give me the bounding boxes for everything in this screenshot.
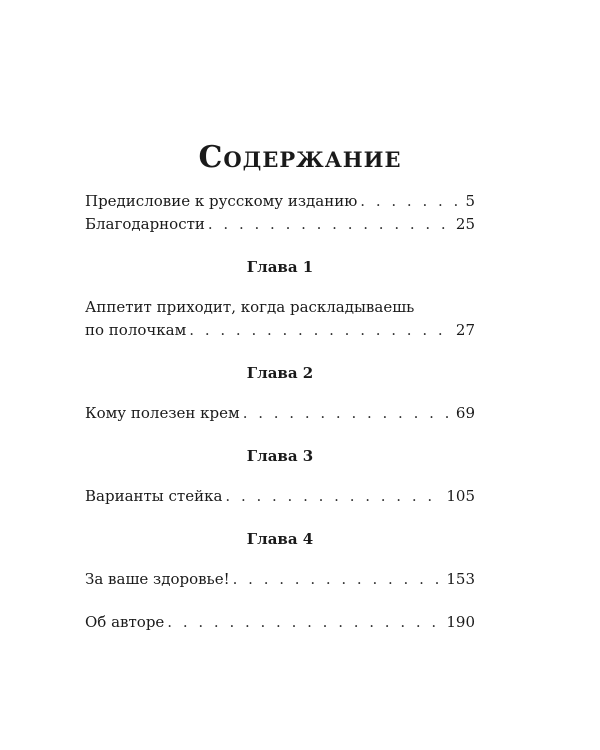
toc-entry-chapter-2[interactable] [85, 402, 475, 425]
leader-dots [189, 319, 453, 342]
leader-dots [360, 190, 462, 213]
leader-dots [208, 213, 453, 236]
toc-entry-text: Предисловие к русскому изданию [85, 192, 358, 210]
toc-entry-text: по полочкам [85, 321, 187, 339]
toc-entry-text: Благодарности [85, 215, 205, 233]
toc-entry-about-author[interactable] [85, 611, 475, 634]
toc-entry-text: Варианты стейка [85, 487, 223, 505]
toc-page-number: 190 [446, 613, 475, 631]
toc-page-number: 105 [446, 487, 475, 505]
chapter-heading-4: Глава 4 [246, 530, 314, 548]
toc-page-number: 5 [465, 192, 475, 210]
table-of-contents [85, 190, 475, 634]
leader-dots [243, 402, 453, 425]
toc-entry-preface[interactable] [85, 190, 475, 213]
toc-page-number: 69 [455, 404, 475, 422]
leader-dots [233, 568, 444, 591]
toc-page-number: 153 [446, 570, 475, 588]
chapter-heading-2: Глава 2 [246, 364, 314, 382]
toc-entry-chapter-1[interactable] [85, 319, 475, 342]
toc-entry-text: Кому полезен крем [85, 404, 240, 422]
toc-entry-text-line1: Аппетит приходит, когда раскладываешь [85, 298, 415, 316]
chapter-heading-1: Глава 1 [246, 258, 314, 276]
toc-entry-acknowledgements[interactable] [85, 213, 475, 236]
toc-entry-chapter-4[interactable] [85, 568, 475, 591]
spacer [85, 591, 475, 611]
leader-dots [167, 611, 443, 634]
toc-entry-text: Об авторе [85, 613, 165, 631]
toc-page-number: 27 [455, 321, 475, 339]
page-title: Содержание [198, 140, 402, 175]
leader-dots [225, 485, 443, 508]
chapter-heading-3: Глава 3 [246, 447, 314, 465]
toc-entry-chapter-3[interactable] [85, 485, 475, 508]
toc-page-number: 25 [455, 215, 475, 233]
toc-entry-text: За ваше здоровье! [85, 570, 230, 588]
